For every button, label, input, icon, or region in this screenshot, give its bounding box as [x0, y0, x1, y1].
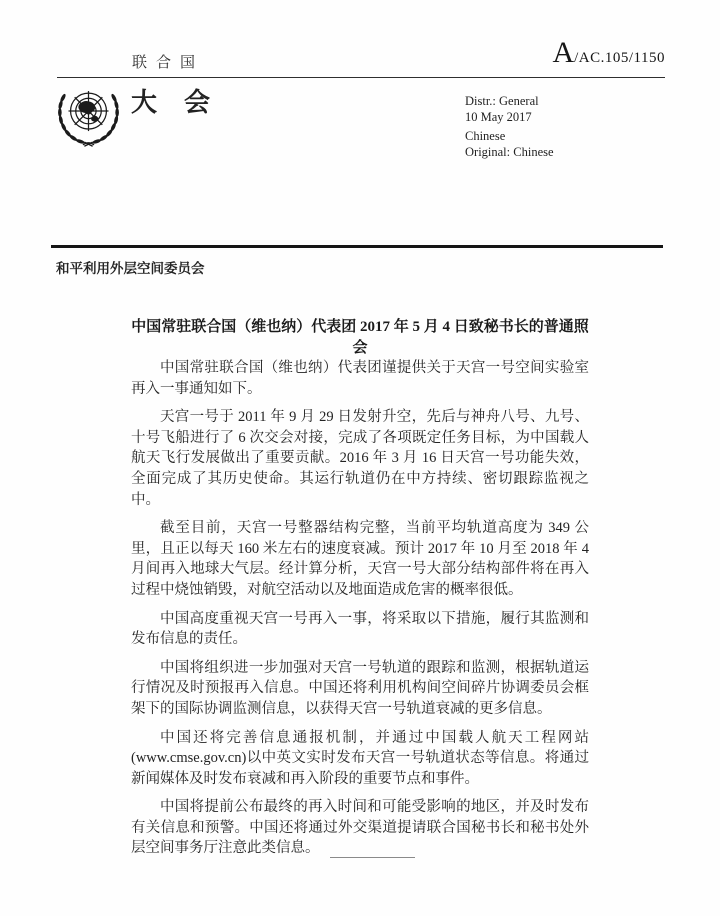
- document-title: 中国常驻联合国（维也纳）代表团 2017 年 5 月 4 日致秘书长的普通照会: [131, 319, 589, 356]
- distr-line: Distr.: General: [465, 94, 539, 108]
- body-paragraph: 截至目前，天宫一号整器结构完整，当前平均轨道高度为 349 公里，且正以每天 160 米左右的速度衰减。预计 2017 年 10 月至 2018 年 4 月间再入地球大气层。经计算分析，天宫一号大部分结构部件将在再入过程中烧蚀销毁，对航空活动以及地面造成危害的概率很低。: [131, 520, 589, 598]
- general-assembly-label: 大会: [131, 88, 238, 117]
- body-paragraph: 中国还将完善信息通报机制，并通过中国载人航天工程网站(www.cmse.gov.cn)以中英文实时发布天宫一号轨道状态等信息。将通过新闻媒体及时发布衰减和再入阶段的重要节点和事件。: [131, 729, 589, 787]
- body-paragraph: 中国将提前公布最终的再入时间和可能受影响的地区，并及时发布有关信息和预警。中国还将通过外交渠道提请联合国秘书长和秘书处外层空间事务厅注意此类信息。: [131, 799, 589, 857]
- header-rule: [57, 77, 665, 78]
- body-paragraph: 天宫一号于 2011 年 9 月 29 日发射升空，先后与神舟八号、九号、十号飞船进行了 6 次交会对接，完成了各项既定任务目标，为中国载人航天飞行发展做出了重要贡献。2016 年 3 月 16 日天宫一号功能失效，全面完成了其历史使命。其运行轨道仍在中方持续、密切跟踪监视之中。: [131, 409, 589, 508]
- un-name-label: 联合国: [132, 55, 205, 71]
- body-paragraph: 中国高度重视天宫一号再入一事，将采取以下措施，履行其监测和发布信息的责任。: [131, 610, 589, 648]
- document-symbol-initial: A: [552, 36, 575, 69]
- body-paragraph: 中国将组织进一步加强对天宫一号轨道的跟踪和监测，根据轨道运行情况及时预报再入信息。中国还将利用机构间空间碎片协调委员会框架下的国际协调监测信息，以获得天宫一号轨道衰减的更多信息。: [131, 659, 589, 717]
- original-language-line: Original: Chinese: [465, 144, 554, 159]
- document-symbol: [552, 38, 665, 68]
- body-paragraph: 中国常驻联合国（维也纳）代表团谨提供关于天宫一号空间实验室再入一事通知如下。: [131, 360, 589, 397]
- document-body: [131, 358, 589, 867]
- footer-divider: [330, 857, 415, 858]
- document-symbol-rest: /AC.105/1150: [574, 50, 665, 66]
- un-emblem-icon: [54, 80, 123, 149]
- date-line: 10 May 2017: [465, 109, 532, 124]
- language-line: Chinese: [465, 129, 506, 143]
- committee-name: 和平利用外层空间委员会: [56, 261, 205, 276]
- section-rule: [51, 245, 663, 248]
- distribution-block: [465, 94, 554, 160]
